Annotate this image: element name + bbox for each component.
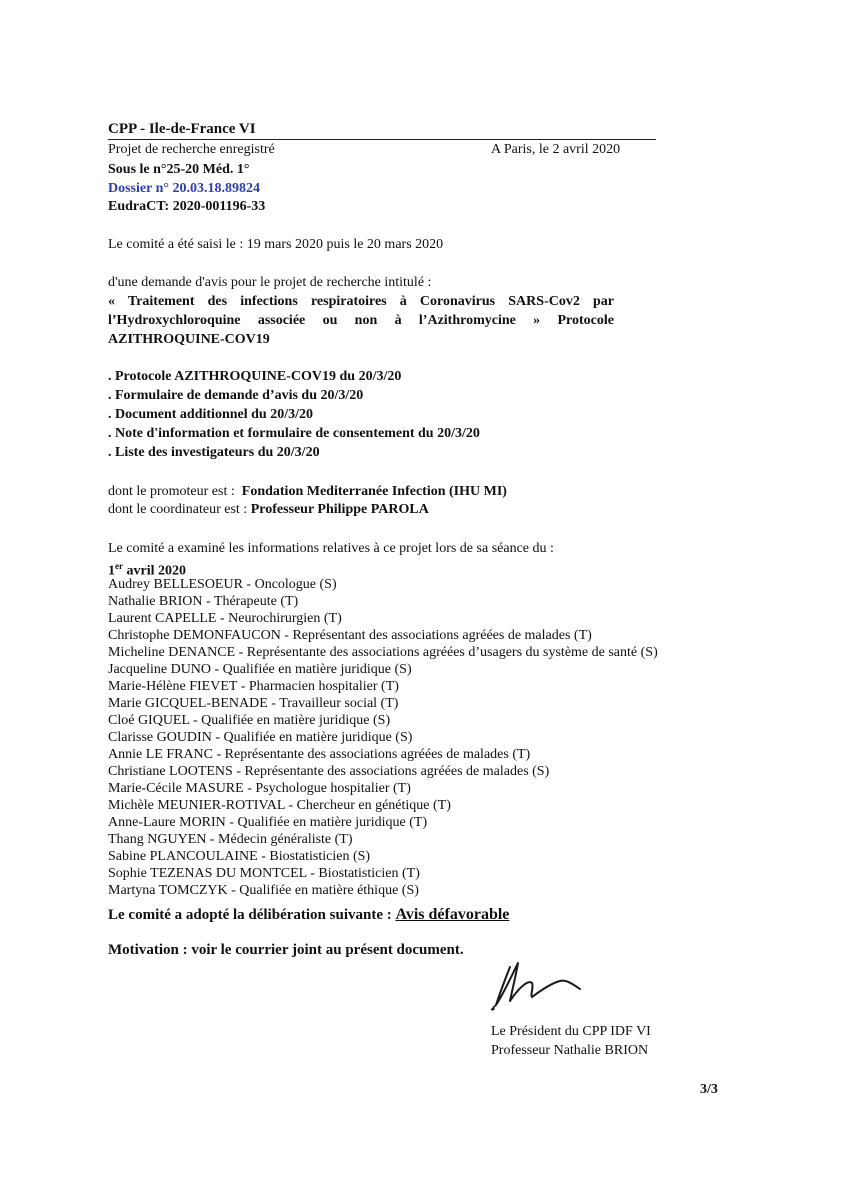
project-title-line-2: l’Hydroxychloroquine associée ou non à l’Azithromycine » Protocole [108,313,614,328]
member-row: Nathalie BRION - Thérapeute (T) [108,594,299,609]
session-date-day: 1 [108,563,115,579]
deliberation-value: Avis défavorable [395,906,510,923]
eudract-number: EudraCT: 2020-001196-33 [108,199,266,214]
member-row: Marie-Hélène FIEVET - Pharmacien hospitalier (T) [108,679,399,694]
member-row: Christiane LOOTENS - Représentante des associations agréées de malades (S) [108,764,550,779]
member-row: Micheline DENANCE - Représentante des associations agréées d’usagers du système de santé (S) [108,645,658,660]
member-row: Clarisse GOUDIN - Qualifiée en matière juridique (S) [108,730,413,745]
deliberation [108,906,509,924]
session-date-rest: avril 2020 [123,563,186,579]
place-date: A Paris, le 2 avril 2020 [491,142,621,157]
member-row: Sophie TEZENAS DU MONTCEL - Biostatisticien (T) [108,866,420,881]
document-item: . Protocole AZITHROQUINE-COV19 du 20/3/20 [108,369,402,384]
document-item: . Note d'information et formulaire de consentement du 20/3/20 [108,426,480,441]
registration-number: Sous le n°25-20 Méd. 1° [108,162,250,177]
dossier-value: 20.03.18.89824 [172,181,260,196]
committee-title: CPP - Ile-de-France VI [108,121,256,137]
member-row: Christophe DEMONFAUCON - Représentant des associations agréées de malades (T) [108,628,592,643]
member-row: Jacqueline DUNO - Qualifiée en matière juridique (S) [108,662,412,677]
document-item: . Formulaire de demande d’avis du 20/3/20 [108,388,364,403]
member-row: Thang NGUYEN - Médecin généraliste (T) [108,832,353,847]
member-row: Annie LE FRANC - Représentante des associations agréées de malades (T) [108,747,531,762]
member-row: Laurent CAPELLE - Neurochirurgien (T) [108,611,342,626]
project-title-line-1: « Traitement des infections respiratoires à Coronavirus SARS-Cov2 par [108,294,614,309]
member-row: Audrey BELLESOEUR - Oncologue (S) [108,577,337,592]
seized-dates: Le comité a été saisi le : 19 mars 2020 puis le 20 mars 2020 [108,237,444,252]
session-intro: Le comité a examiné les informations relatives à ce projet lors de sa séance du : [108,541,554,556]
member-row: Cloé GIQUEL - Qualifiée en matière juridique (S) [108,713,391,728]
member-row: Anne-Laure MORIN - Qualifiée en matière juridique (T) [108,815,428,830]
document-item: . Liste des investigateurs du 20/3/20 [108,445,320,460]
coordinator-line [108,501,429,518]
deliberation-label: Le comité a adopté la délibération suivante : [108,907,392,923]
promoter-name: Fondation Mediterranée Infection (IHU MI) [241,484,507,499]
member-row: Michèle MEUNIER-ROTIVAL - Chercheur en génétique (T) [108,798,451,813]
signatory-role: Le Président du CPP IDF VI [491,1024,651,1039]
session-date-sup: er [115,561,123,571]
member-row: Marie GICQUEL-BENADE - Travailleur social (T) [108,696,399,711]
project-registered-label: Projet de recherche enregistré [108,142,275,157]
motivation: Motivation : voir le courrier joint au présent document. [108,942,464,958]
member-row: Sabine PLANCOULAINE - Biostatisticien (S) [108,849,371,864]
promoter-line [108,483,507,500]
page-number: 3/3 [700,1082,718,1097]
project-title-line-3: AZITHROQUINE-COV19 [108,332,270,347]
handwritten-signature-icon [488,955,588,1013]
dossier-prefix: Dossier n° [108,181,169,196]
member-row: Marie-Cécile MASURE - Psychologue hospitalier (T) [108,781,411,796]
document-item: . Document additionnel du 20/3/20 [108,407,313,422]
header-rule [108,139,656,140]
signatory-name: Professeur Nathalie BRION [491,1043,649,1058]
promoter-label: dont le promoteur est : [108,484,235,499]
dossier-number [108,180,260,197]
coordinator-name: Professeur Philippe PAROLA [250,502,429,517]
request-intro: d'une demande d'avis pour le projet de recherche intitulé : [108,275,432,290]
coordinator-label: dont le coordinateur est : [108,502,248,517]
member-row: Martyna TOMCZYK - Qualifiée en matière éthique (S) [108,883,419,898]
